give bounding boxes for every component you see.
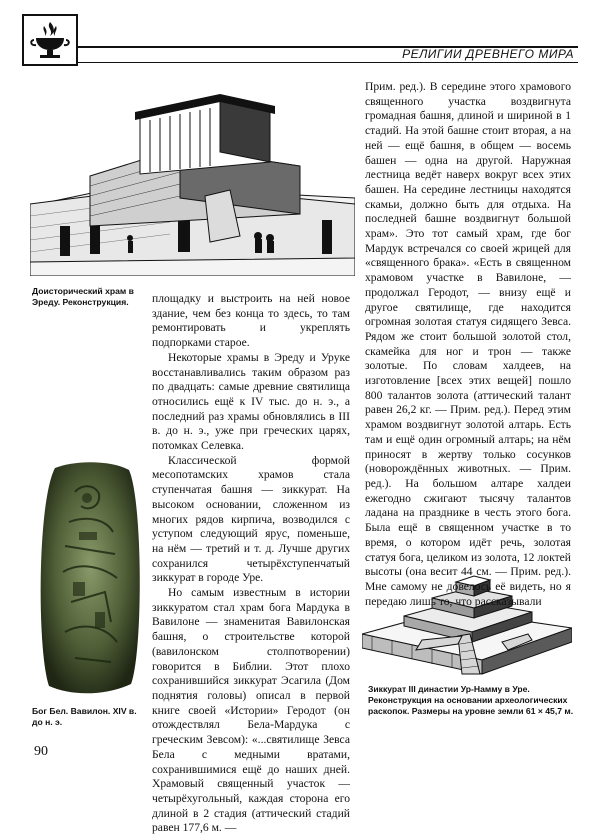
paragraph: Но самым известным в истории зиккуратом стал храм бога Мардука в Вавилоне — знаменитая Вавилонская башня, о строительстве которой (вавилонском столпотворении) говорится в Библии. Этот плохо сохранившийся зиккурат Эсагила (Дом поднятия головы) описал в первой книге своей «Истории» Геродот (он отождествлял Бела-Мардука с греческим Зевсом): «...святилище Зевса Бела с медными вратами, сохранившимися ещё до наших дней. Храмовый священный участок — четырёхугольный, каждая сторона его длиной в 2 стадия (аттический стадий равен 177,6 м. — [152, 586, 350, 835]
chapter-title: РЕЛИГИИ ДРЕВНЕГО МИРА [402, 47, 574, 61]
page-number: 90 [34, 744, 48, 759]
text-column-left [152, 292, 350, 836]
paragraph: Классической формой месопотамских храмов стала ступенчатая башня — зиккурат. На высоком основании, сложенном из многих рядов кирпича, возводился с уступом следующий ярус, поменьше, на нём — третий и т. д. Лучше других сохранился четырёхступенчатый зиккурат в городе Уре. [152, 453, 350, 585]
temple-illustration [30, 86, 355, 276]
ziggurat-caption: Зиккурат III династии Ур-Намму в Уре. Реконструкция на основании археологических раскопок. Размеры на уровне земли 61 × 45,7 м. [368, 684, 574, 716]
header-rule-thin [78, 62, 578, 63]
stele-caption: Бог Бел. Вавилон. XIV в. до н. э. [32, 706, 137, 727]
temple-caption: Доисторический храм в Эреду. Реконструкция. [32, 286, 134, 307]
text-column-right [365, 80, 571, 609]
fire-bowl-icon [24, 16, 76, 64]
stele-illustration [35, 462, 145, 694]
paragraph: Некоторые храмы в Эреду и Уруке восстанавливались таким образом раз по двадцать: самые древние святилища относились ещё к IV тыс. до н. э., а последний раз храмы обновлялись в III в. до н. э., уже при греческих царях, потомках Селевка. [152, 350, 350, 453]
paragraph: Прим. ред.). В середине этого храмового священного участка воздвигнута громадная башня, длиной и шириной в 1 стадий. На этой башне стоит вторая, а на ней — ещё башня, в общем — восемь башен — одна на другой. Наружная лестница ведёт наверх вокруг всех этих башен. На середине лестницы находятся скамьи, должно быть для отдыха. На последней башне воздвигнут большой храм». Это тот самый храм, где бог Мардук встречался со своей жрицей для «священного брака». «Есть в священном храмовом участке в Вавилоне, — продолжал Геродот, — внизу ещё и другое святилище, где находится огромная золотая статуя сидящего Зевса. Рядом же стоит большой золотой стол, скамейка для ног и трон — также золотые. По словам халдеев, на изготовление [всех этих вещей] пошло 800 талантов золота (аттический талант равен 26,2 кг. — Прим. ред.). Перед этим храмом воздвигнут золотой алтарь. Есть там и ещё один огромный алтарь; на нём приносят в жертву только сосунков (новорождённых животных. — Прим. ред.). На большом алтаре халдеи ежегодно сжигают тысячу талантов ладана на празднике в честь этого бога. Была ещё в священном участке в то время, о котором идёт речь, золотая статуя бога, целиком из золота, 12 локтей высоты (она весит 44 см. — Прим. ред.). Мне самому не довелось её видеть, но я передаю лишь то, что рассказывали [365, 80, 571, 608]
chapter-emblem [22, 14, 78, 66]
paragraph: площадку и выстроить на ней новое здание, чем без конца то здесь, то там ремонтировать и укреплять подпорками старое. [152, 292, 350, 350]
